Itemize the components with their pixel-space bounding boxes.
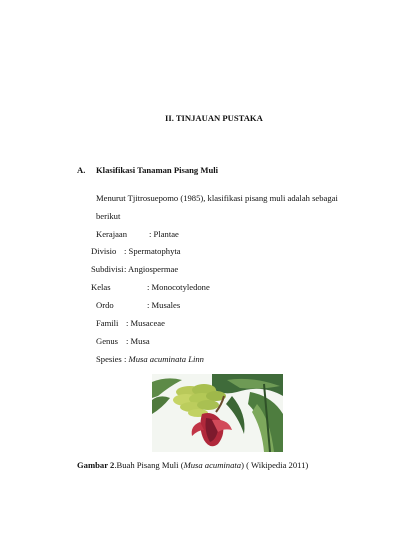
species-name: Musa acuminata Linn (128, 354, 204, 364)
taxonomy-rank-kerajaan: Kerajaan (96, 229, 128, 239)
banana-plant-illustration (152, 374, 283, 452)
taxonomy-value-kelas: : Monocotyledone (147, 282, 210, 292)
taxonomy-value-subdivisi: : Angiospermae (124, 264, 179, 274)
taxonomy-rank-subdivisi: Subdivisi (91, 264, 124, 274)
species-prefix: : (124, 354, 129, 364)
section-number: A. (77, 165, 86, 175)
caption-label: Gambar 2 (77, 460, 115, 470)
taxonomy-value-kerajaan: : Plantae (149, 229, 179, 239)
caption-text-1: .Buah Pisang Muli ( (114, 460, 184, 470)
caption-text-2: ) ( Wikipedia 2011) (241, 460, 309, 470)
section-title: Klasifikasi Tanaman Pisang Muli (96, 165, 219, 175)
intro-paragraph-line-1: Menurut Tjitrosuepomo (1985), klasifikasi pisang muli adalah sebagai (96, 193, 338, 203)
caption-italic-species: Musa acuminata (183, 460, 242, 470)
figure-caption (77, 460, 308, 471)
taxonomy-rank-genus: Genus (96, 336, 118, 346)
taxonomy-value-spesies (124, 354, 204, 365)
taxonomy-rank-spesies: Spesies (96, 354, 122, 364)
chapter-heading: II. TINJAUAN PUSTAKA (165, 113, 263, 123)
taxonomy-value-divisio: : Spermatophyta (124, 246, 181, 256)
taxonomy-rank-divisio: Divisio (91, 246, 117, 256)
intro-paragraph-line-2: berikut (96, 211, 121, 221)
taxonomy-value-genus: : Musa (126, 336, 150, 346)
banana-plant-image (152, 374, 283, 452)
taxonomy-value-ordo: : Musales (147, 300, 181, 310)
taxonomy-value-famili: : Musaceae (126, 318, 165, 328)
taxonomy-rank-ordo: Ordo (96, 300, 114, 310)
taxonomy-rank-famili: Famili (96, 318, 119, 328)
taxonomy-rank-kelas: Kelas (91, 282, 111, 292)
